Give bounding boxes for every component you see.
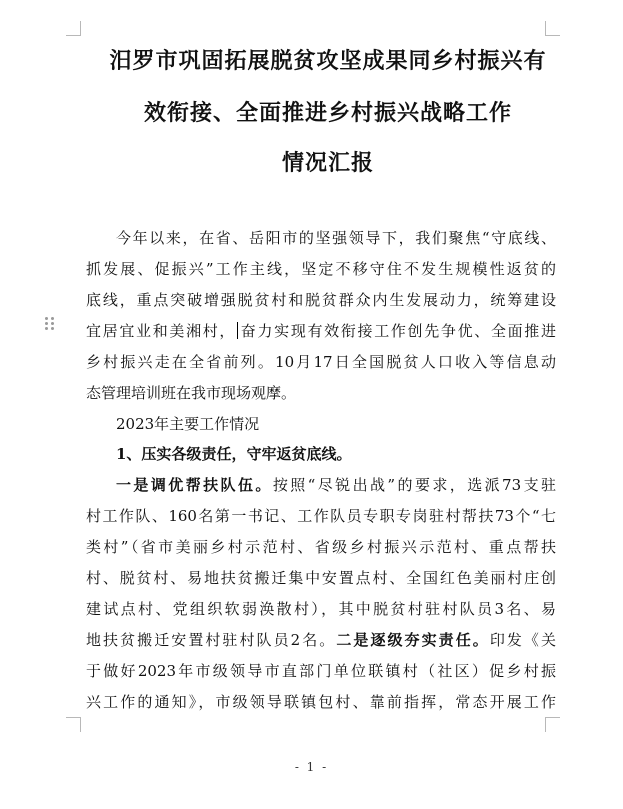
body-line: 类村”（省市美丽乡村示范村、省级乡村振兴示范村、重点帮扶	[86, 538, 556, 556]
paragraph-drag-handle-icon[interactable]	[45, 317, 55, 331]
subsection-heading: 1、压实各级责任，守牢返贫底线。	[116, 445, 352, 463]
body-text: 按照“尽锐出战”的要求，选派73支驻	[272, 476, 556, 494]
body-text: 地扶贫搬迁安置村驻村队员2名。	[86, 631, 337, 649]
body-line: 村工作队、160名第一书记、工作队员专职专岗驻村帮扶73个“七	[86, 507, 556, 525]
intro-line-segment: 奋力实现有效衔接工作创先争优、全面推进	[239, 322, 556, 340]
body-line: 于做好2023年市级领导市直部门单位联镇村（社区）促乡村振	[86, 662, 556, 680]
body-line: 兴工作的通知》，市级领导联镇包村、靠前指挥，常态开展工作	[86, 693, 556, 711]
section-heading: 2023年主要工作情况	[116, 415, 260, 433]
text-cursor	[237, 322, 238, 339]
crop-mark-bottom-right	[545, 717, 560, 732]
body-line	[86, 630, 556, 650]
crop-mark-bottom-left	[66, 717, 81, 732]
document-title-line-1: 汨罗市巩固拓展脱贫攻坚成果同乡村振兴有	[109, 48, 547, 74]
crop-mark-top-right	[545, 21, 560, 36]
intro-line: 底线，重点突破增强脱贫村和脱贫群众内生发展动力，统筹建设	[86, 291, 556, 309]
body-line: 村、脱贫村、易地扶贫搬迁集中安置点村、全国红色美丽村庄创	[86, 569, 556, 587]
intro-line: 态管理培训班在我市现场观摩。	[86, 384, 297, 402]
intro-line-with-cursor[interactable]	[86, 321, 556, 341]
document-title-line-3: 情况汇报	[281, 150, 374, 176]
intro-line: 乡村振兴走在全省前列。10月17日全国脱贫人口收入等信息动	[86, 353, 556, 371]
intro-line: 抓发展、促振兴”工作主线，坚定不移守住不发生规模性返贫的	[86, 260, 556, 278]
intro-line: 今年以来，在省、岳阳市的坚强领导下，我们聚焦“守底线、	[116, 229, 556, 247]
document-title-line-2: 效衔接、全面推进乡村振兴战略工作	[143, 100, 512, 126]
body-bold-phrase: 二是逐级夯实责任。	[336, 631, 490, 649]
page-number: - 1 -	[294, 760, 329, 774]
body-text: 印发《关	[489, 631, 556, 649]
body-line	[116, 475, 556, 495]
body-bold-phrase: 一是调优帮扶队伍。	[116, 476, 273, 494]
body-line: 建试点村、党组织软弱涣散村），其中脱贫村驻村队员3名、易	[86, 600, 556, 618]
crop-mark-top-left	[66, 21, 81, 36]
intro-line-segment: 宜居宜业和美湘村，	[86, 322, 237, 340]
